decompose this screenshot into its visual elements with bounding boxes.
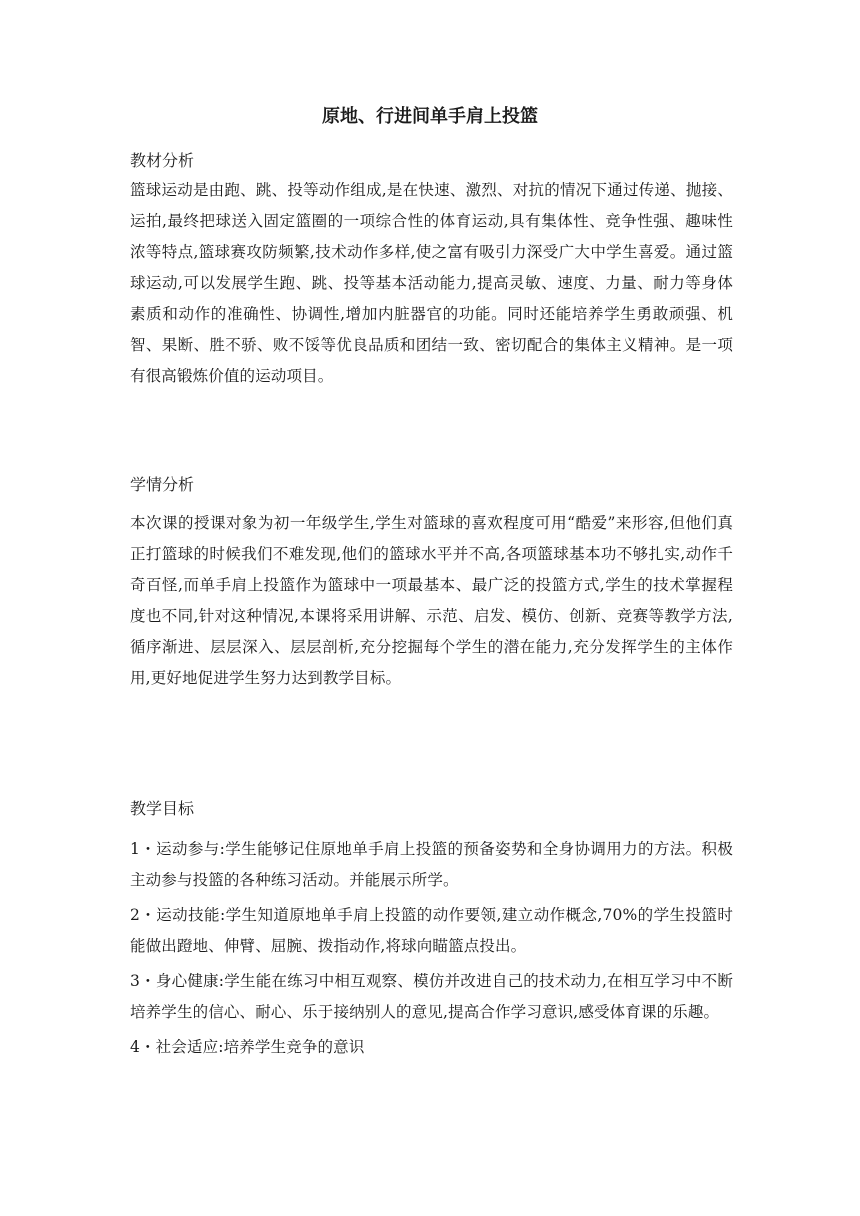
goal-item: 1・运动参与:学生能够记住原地单手肩上投篮的预备姿势和全身协调用力的方法。积极主动参与投篮的各种练习活动。并能展示所学。 [130,840,733,889]
goal-item: 2・运动技能:学生知道原地单手肩上投篮的动作要领,建立动作概念,70%的学生投篮时能做出蹬地、伸臂、屈腕、拨指动作,将球向瞄篮点投出。 [130,906,733,955]
paragraph: 篮球运动是由跑、跳、投等动作组成,是在快速、激烈、对抗的情况下通过传递、抛接、运拍,最终把球送入固定篮圈的一项综合性的体育运动,具有集体性、竞争性强、趣味性浓等特点,篮球赛攻防频繁,技术动作多样,使之富有吸引力深受广大中学生喜爱。通过篮球运动,可以发展学生跑、跳、投等基本活动能力,提高灵敏、速度、力量、耐力等身体素质和动作的准确性、协调性,增加内脏器官的功能。同时还能培养学生勇敢顽强、机智、果断、胜不骄、败不馁等优良品质和团结一致、密切配合的集体主义精神。是一项有很高锻炼价值的运动项目。 [130,181,733,385]
section-heading-teaching-goals: 教学目标 [130,799,195,818]
teaching-goals-list [130,834,733,1067]
section-heading-learner-analysis: 学情分析 [130,475,195,494]
document-title: 原地、行进间单手肩上投篮 [322,106,538,127]
paragraph: 本次课的授课对象为初一年级学生,学生对篮球的喜欢程度可用“酷爱”来形容,但他们真正打篮球的时候我们不难发现,他们的篮球水平并不高,各项篮球基本功不够扎实,动作千奇百怪,而单手肩上投篮作为篮球中一项最基本、最广泛的投篮方式,学生的技术掌握程度也不同,针对这种情况,本课将采用讲解、示范、启发、模仿、创新、竞赛等教学方法,循序渐进、层层深入、层层剖析,充分挖掘每个学生的潜在能力,充分发挥学生的主体作用,更好地促进学生努力达到教学目标。 [130,514,733,687]
section-body-textbook-analysis [130,175,733,392]
goal-item: 4・社会适应:培养学生竞争的意识 [130,1038,365,1056]
section-body-learner-analysis [130,508,733,694]
section-heading-textbook-analysis: 教材分析 [130,151,195,170]
goal-item: 3・身心健康:学生能在练习中相互观察、模仿并改进自己的技术动力,在相互学习中不断培养学生的信心、耐心、乐于接纳别人的意见,提高合作学习意识,感受体育课的乐趣。 [130,972,733,1021]
